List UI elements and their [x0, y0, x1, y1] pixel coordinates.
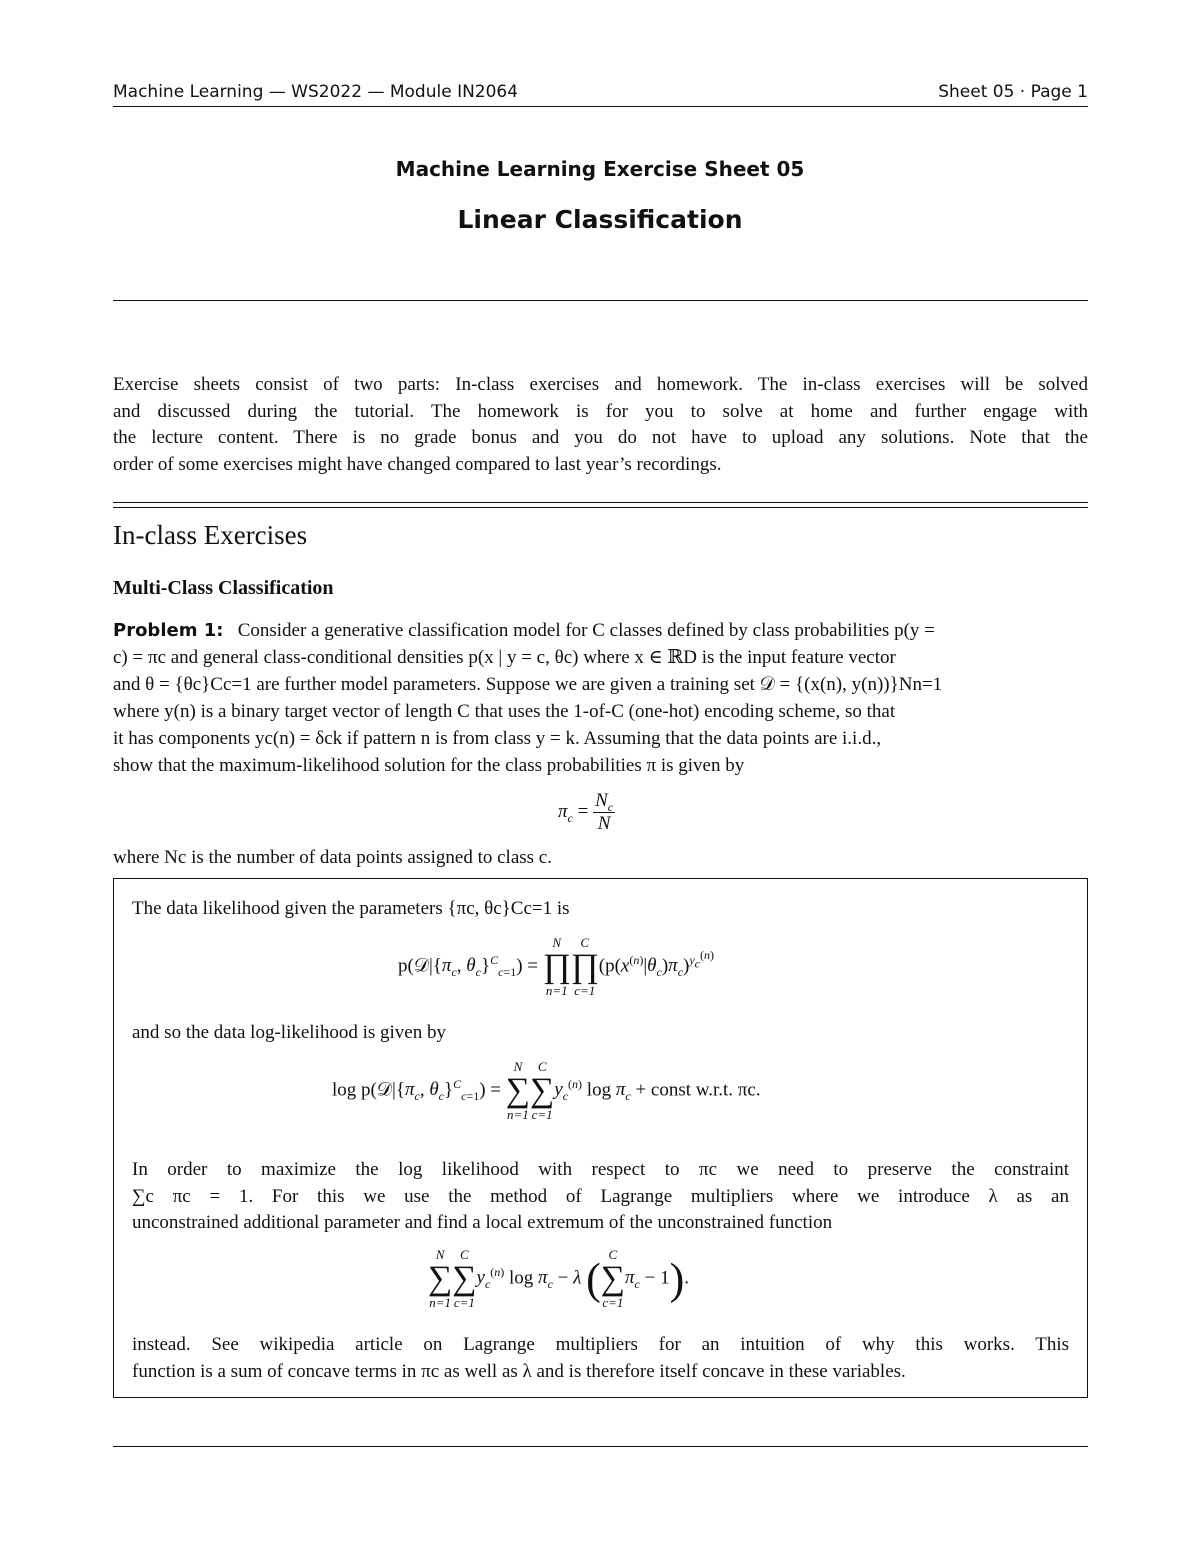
problem-line-4: where y(n) is a binary target vector of length C that uses the 1-of-C (one-hot) encoding scheme, so that [113, 701, 896, 722]
problem-line-2: c) = πc and general class-conditional densities p(x | y = c, θc) where x ∈ ℝD is the input feature vector [113, 647, 896, 668]
intro-paragraph [113, 372, 1088, 478]
subsection-heading: Multi-Class Classification [113, 577, 334, 599]
solution-para3-line: unconstrained additional parameter and find a local extremum of the unconstrained function [132, 1212, 833, 1233]
likelihood-equation: $p(𝒟|\{\pi_c$, $\theta_c\}^C_{c=1}$) = N ∏ n=1 C ∏ c=1 $(p(x^{(n)}|\theta_c)\pi_c)^{y_c^{(n)}}$ [398, 935, 714, 998]
solution-line-2 [132, 1022, 446, 1044]
ml-solution-equation: $\pi_c$ = $\frac{N_c}{N}$ [558, 790, 614, 834]
intro-line: Exercise sheets consist of two parts: In-class exercises and homework. The in-class exercises will be solved [113, 374, 1088, 395]
solution-para3-line: In order to maximize the log likelihood with respect to πc we need to preserve the constraint [132, 1159, 1069, 1180]
running-header-right: Sheet 05 · Page 1 [938, 82, 1088, 102]
log-likelihood-tail: + const w.r.t. πc. [635, 1079, 761, 1101]
sum-operator: C ∑ c=1 [600, 1247, 626, 1310]
intro-line: order of some exercises might have changed compared to last year’s recordings. [113, 453, 722, 475]
problem-after-equation [113, 845, 1088, 872]
problem-statement [113, 617, 1088, 779]
sum-operator: C ∑ c=1 [530, 1059, 555, 1122]
section-double-rule-top [113, 502, 1088, 503]
problem-line-1-text: Consider a generative classification model for C classes defined by class probabilities p(y = [237, 620, 935, 641]
lagrangian-equation: N ∑ n=1 C ∑ c=1 $y_c^{(n)}$ $\log \pi_c - \lambda$ ( C ∑ c=1 $\pi_c - 1$). [428, 1247, 689, 1310]
problem-line-3: and θ = {θc}Cc=1 are further model parameters. Suppose we are given a training set 𝒟 = {(x(n), y(n))}Nn=1 [113, 674, 943, 695]
solution-para4-line: instead. See wikipedia article on Lagrange multipliers for an intuition of why this works. This [132, 1334, 1069, 1355]
problem-line-5: it has components yc(n) = δck if pattern n is from class y = k. Assuming that the data points are i.i.d., [113, 728, 882, 749]
footer-rule [113, 1446, 1088, 1447]
solution-paragraph-3 [132, 1157, 1069, 1237]
product-operator: N ∏ n=1 [542, 935, 571, 998]
intro-line: and discussed during the tutorial. The homework is for you to solve at home and further engage with [113, 400, 1088, 422]
log-likelihood-equation: $\log p(𝒟|\{\pi_c$, $\theta_c\}^C_{c=1}$) = N ∑ n=1 C ∑ c=1 $y_c^{(n)}$ $\log \pi_c$ + const w.r.t. πc. [332, 1059, 761, 1122]
sum-operator: C ∑ c=1 [452, 1247, 477, 1310]
sheet-subtitle: Linear Classification [457, 205, 743, 234]
solution-line-1 [132, 898, 570, 920]
sheet-title: Machine Learning Exercise Sheet 05 [395, 157, 805, 181]
section-double-rule-bottom [113, 507, 1088, 508]
after-equation-text: where Nc is the number of data points assigned to class c. [113, 847, 552, 868]
running-header-left: Machine Learning — WS2022 — Module IN2064 [113, 82, 519, 102]
solution-log-intro-text: and so the data log-likelihood is given by [132, 1022, 446, 1043]
product-operator: C ∏ c=1 [570, 935, 599, 998]
problem-line-6: show that the maximum-likelihood solution for the class probabilities π is given by [113, 755, 745, 776]
section-heading: In-class Exercises [113, 520, 308, 550]
sum-operator: N ∑ n=1 [428, 1247, 453, 1310]
solution-para4-line: function is a sum of concave terms in πc as well as λ and is therefore itself concave in these variables. [132, 1360, 906, 1382]
title-rule [113, 300, 1088, 301]
solution-paragraph-4 [132, 1332, 1069, 1385]
header-rule [113, 106, 1088, 107]
problem-line-1 [113, 617, 1088, 644]
solution-intro-text: The data likelihood given the parameters {πc, θc}Cc=1 is [132, 898, 570, 919]
problem-label: Problem 1: [113, 620, 224, 641]
sum-operator: N ∑ n=1 [505, 1059, 531, 1122]
solution-para3-line: ∑c πc = 1. For this we use the method of Lagrange multipliers where we introduce λ as an [132, 1185, 1069, 1207]
intro-line: the lecture content. There is no grade bonus and you do not have to upload any solutions. Note that the [113, 427, 1088, 448]
